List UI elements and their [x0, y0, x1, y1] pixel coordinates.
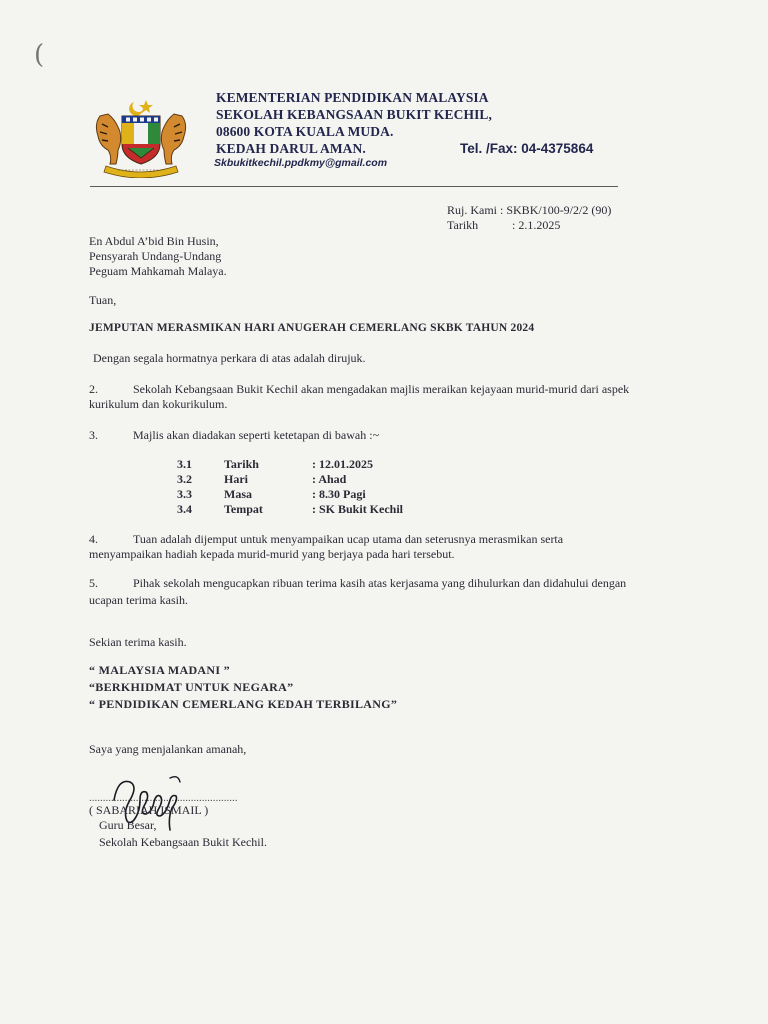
schedule-item-number: 3.2 [177, 472, 192, 486]
paragraph-text: Sekolah Kebangsaan Bukit Kechil akan mengadakan majlis meraikan kejayaan murid-murid dari aspek [133, 382, 630, 396]
ministry-name: KEMENTERIAN PENDIDIKAN MALAYSIA [216, 90, 489, 105]
paragraph-text: menyampaikan hadiah kepada murid-murid yang berjaya pada hari tersebut. [89, 547, 455, 561]
school-state: KEDAH DARUL AMAN. [216, 141, 366, 156]
motto-line: “BERKHIDMAT UNTUK NEGARA” [89, 680, 294, 694]
paragraph-text: ucapan terima kasih. [89, 593, 188, 607]
schedule-item-number: 3.1 [177, 457, 192, 471]
paragraph-number: 3. [89, 428, 98, 442]
paragraph-text: Tuan adalah dijemput untuk menyampaikan ucap utama dan seterusnya merasmikan serta [133, 532, 564, 546]
schedule-item-label: Masa [224, 487, 252, 501]
date-label: Tarikh [447, 218, 479, 232]
reference-number [447, 203, 611, 218]
date-value: : 2.1.2025 [512, 218, 561, 232]
paragraph-number: 5. [89, 576, 98, 590]
tel-fax: Tel. /Fax: 04-4375864 [460, 141, 594, 156]
schedule-item-label: Tempat [224, 502, 263, 516]
recipient-position: Pensyarah Undang-Undang [89, 249, 222, 263]
schedule-item-label: Hari [224, 472, 248, 486]
schedule-item-number: 3.4 [177, 502, 192, 516]
paragraph-text: Majlis akan diadakan seperti ketetapan di bawah :~ [133, 428, 380, 442]
school-email: Skbukitkechil.ppdkmy@gmail.com [214, 157, 388, 169]
reference-value: SKBK/100-9/2/2 (90) [506, 203, 612, 217]
intro-paragraph: Dengan segala hormatnya perkara di atas adalah dirujuk. [93, 351, 366, 365]
motto-line: “ MALAYSIA MADANI ” [89, 663, 230, 677]
recipient-institution: Peguam Mahkamah Malaya. [89, 264, 227, 278]
paragraph-text: Pihak sekolah mengucapkan ribuan terima kasih atas kerjasama yang dihulurkan dan didahului dengan [133, 576, 627, 590]
closing-line: Sekian terima kasih. [89, 635, 187, 649]
reference-date [447, 218, 560, 233]
schedule-item-value: : 12.01.2025 [312, 457, 373, 471]
letterhead-divider [90, 186, 618, 187]
sign-off-line: Saya yang menjalankan amanah, [89, 742, 247, 756]
paragraph-number: 2. [89, 382, 98, 396]
signatory-school: Sekolah Kebangsaan Bukit Kechil. [99, 835, 267, 849]
schedule-item-number: 3.3 [177, 487, 192, 501]
recipient-name: En Abdul A’bid Bin Husin, [89, 234, 219, 248]
motto-line: “ PENDIDIKAN CEMERLANG KEDAH TERBILANG” [89, 697, 398, 711]
signature-dotted-line: ...................................................... [89, 792, 238, 804]
malaysia-coat-of-arms-logo [88, 96, 194, 178]
signatory-title: Guru Besar, [99, 818, 157, 832]
school-postcode-town: 08600 KOTA KUALA MUDA. [216, 124, 394, 139]
scan-corner-mark: ( [34, 40, 45, 70]
schedule-item-value: : 8.30 Pagi [312, 487, 366, 501]
school-name: SEKOLAH KEBANGSAAN BUKIT KECHIL, [216, 107, 493, 122]
schedule-item-value: : Ahad [312, 472, 347, 486]
schedule-item-value: : SK Bukit Kechil [312, 502, 404, 516]
schedule-item-label: Tarikh [224, 457, 259, 471]
paragraph-number: 4. [89, 532, 98, 546]
reference-label: Ruj. Kami : [447, 203, 504, 217]
salutation: Tuan, [89, 293, 117, 307]
letter-subject: JEMPUTAN MERASMIKAN HARI ANUGERAH CEMERLANG SKBK TAHUN 2024 [89, 322, 535, 334]
signatory-name: ( SABARIAH ISMAIL ) [89, 803, 209, 817]
paragraph-text: kurikulum dan kokurikulum. [89, 397, 228, 411]
